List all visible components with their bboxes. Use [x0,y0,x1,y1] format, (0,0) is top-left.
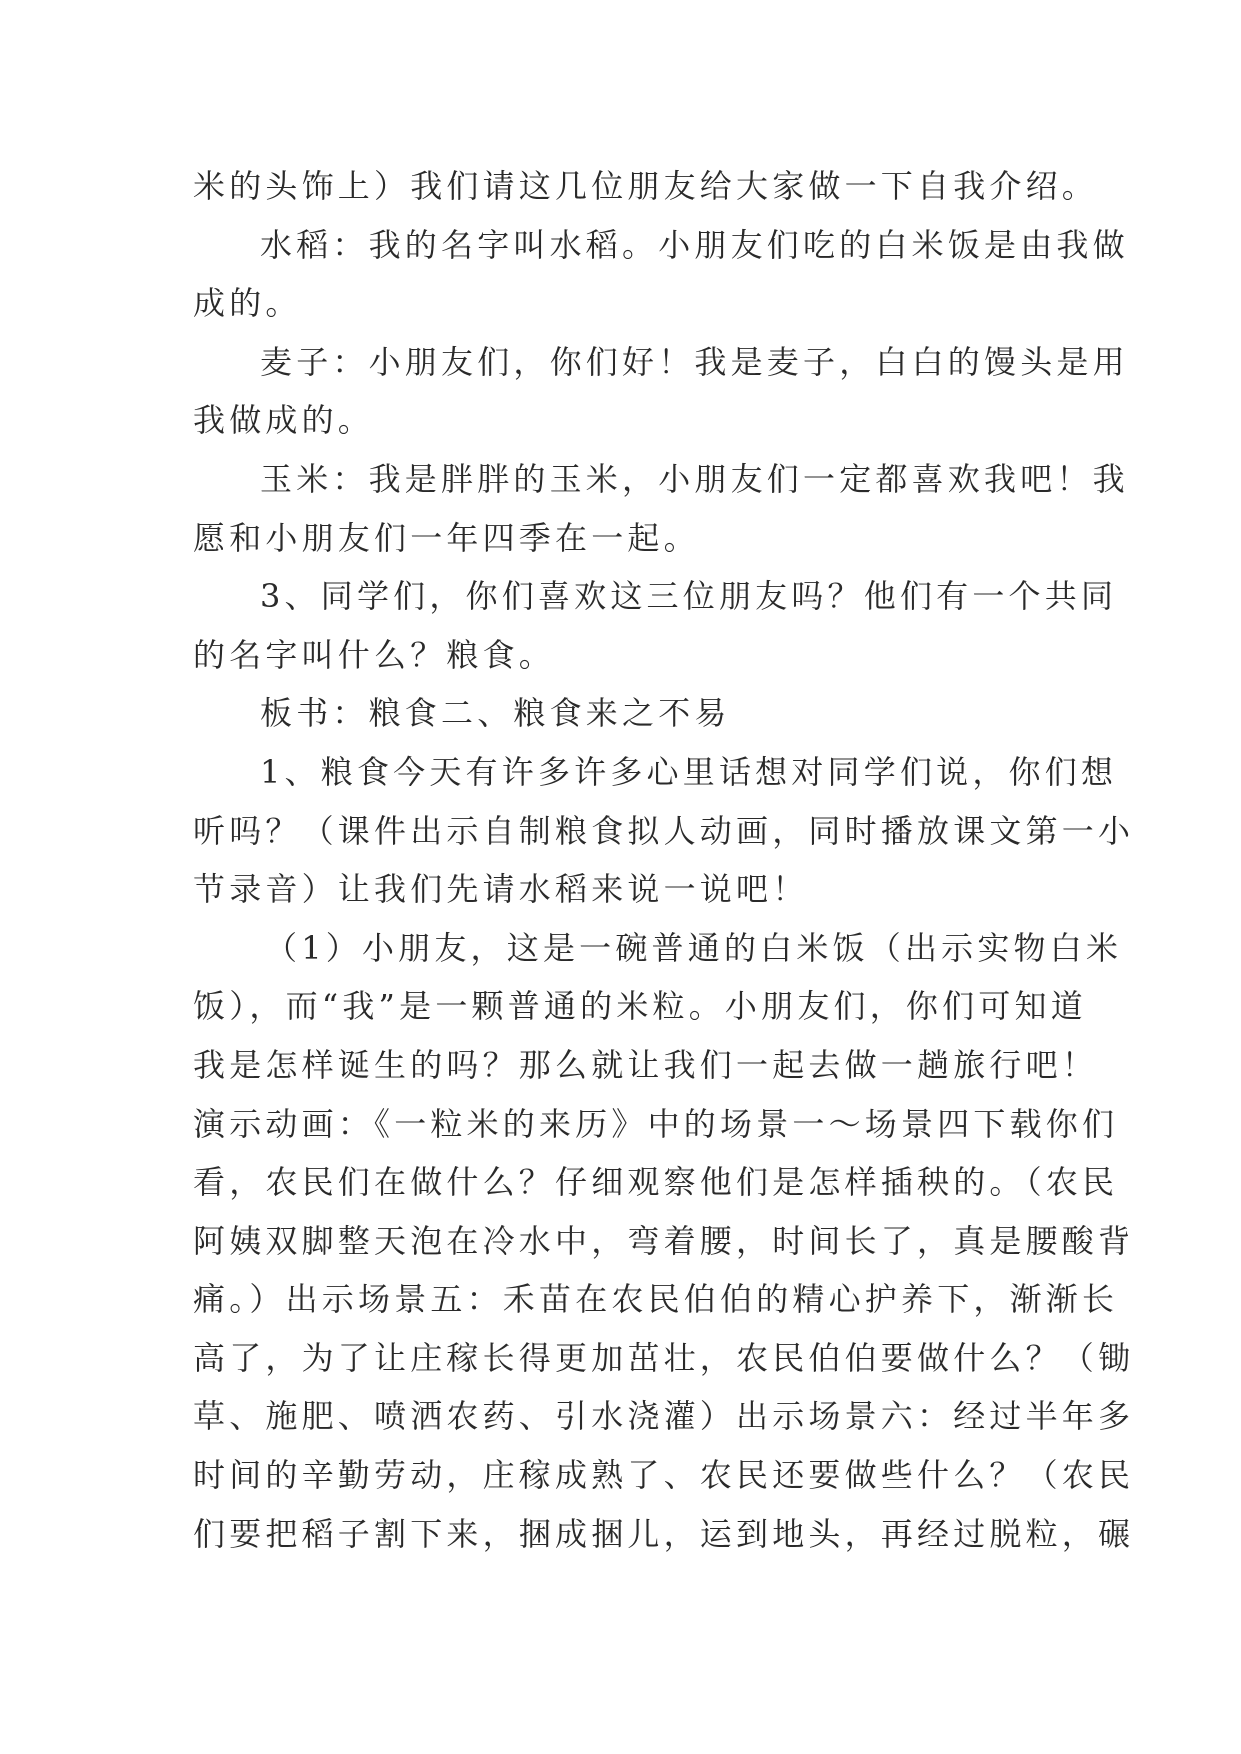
paragraph-5 [193,567,1118,684]
text-line: 的名字叫什么？粮食。 [193,635,556,674]
text-line: 听吗？（课件出示自制粮食拟人动画，同时播放课文第一小 [193,811,1135,850]
text-line: 玉米：我是胖胖的玉米，小朋友们一定都喜欢我吧！我 [260,459,1129,498]
text-line: 节录音）让我们先请水稻来说一说吧！ [193,870,809,909]
paragraph-4 [193,450,1129,567]
text-line: 时间的辛勤劳动，庄稼成熟了、农民还要做些什么？（农民 [193,1456,1135,1495]
text-line: 高了，为了让庄稼长得更加茁壮，农民伯伯要做什么？（锄 [193,1338,1135,1377]
paragraph-1 [193,157,1099,216]
text-line: 草、施肥、喷洒农药、引水浇灌）出示场景六：经过半年多 [193,1397,1135,1436]
text-line: 麦子：小朋友们，你们好！我是麦子，白白的馒头是用 [260,342,1129,381]
text-line: 板书：粮食二、粮食来之不易 [260,694,731,733]
text-line: （1）小朋友，这是一碗普通的白米饭（出示实物白米 [265,928,1123,967]
text-line: 们要把稻子割下来，捆成捆儿，运到地头，再经过脱粒，碾 [193,1514,1135,1553]
text-line: 阿姨双脚整天泡在冷水中，弯着腰，时间长了，真是腰酸背 [193,1221,1135,1260]
text-line: 愿和小朋友们一年四季在一起。 [193,518,700,557]
text-line: 成的。 [193,284,302,323]
paragraph-8 [193,919,1135,1564]
text-line: 饭），而“我”是一颗普通的米粒。小朋友们，你们可知道 [193,987,1087,1026]
paragraph-7 [193,743,1135,919]
text-line: 看，农民们在做什么？仔细观察他们是怎样插秧的。（农民 [193,1163,1119,1202]
text-line: 演示动画：《一粒米的来历》中的场景一～场景四下载你们 [193,1104,1119,1143]
paragraph-2 [193,216,1129,333]
paragraph-6 [193,684,1053,743]
document-body [193,157,1135,1563]
text-line: 3、同学们，你们喜欢这三位朋友吗？他们有一个共同 [260,577,1118,616]
paragraph-3 [193,333,1129,450]
text-line: 1、粮食今天有许多许多心里话想对同学们说，你们想 [260,752,1118,791]
text-line: 痛。）出示场景五：禾苗在农民伯伯的精心护养下，渐渐长 [193,1280,1119,1319]
text-line: 我做成的。 [193,401,375,440]
text-line: 水稻：我的名字叫水稻。小朋友们吃的白米饭是由我做 [260,225,1129,264]
text-line: 我是怎样诞生的吗？那么就让我们一起去做一趟旅行吧！ [193,1045,1099,1084]
text-line: 米的头饰上）我们请这几位朋友给大家做一下自我介绍。 [193,167,1099,205]
